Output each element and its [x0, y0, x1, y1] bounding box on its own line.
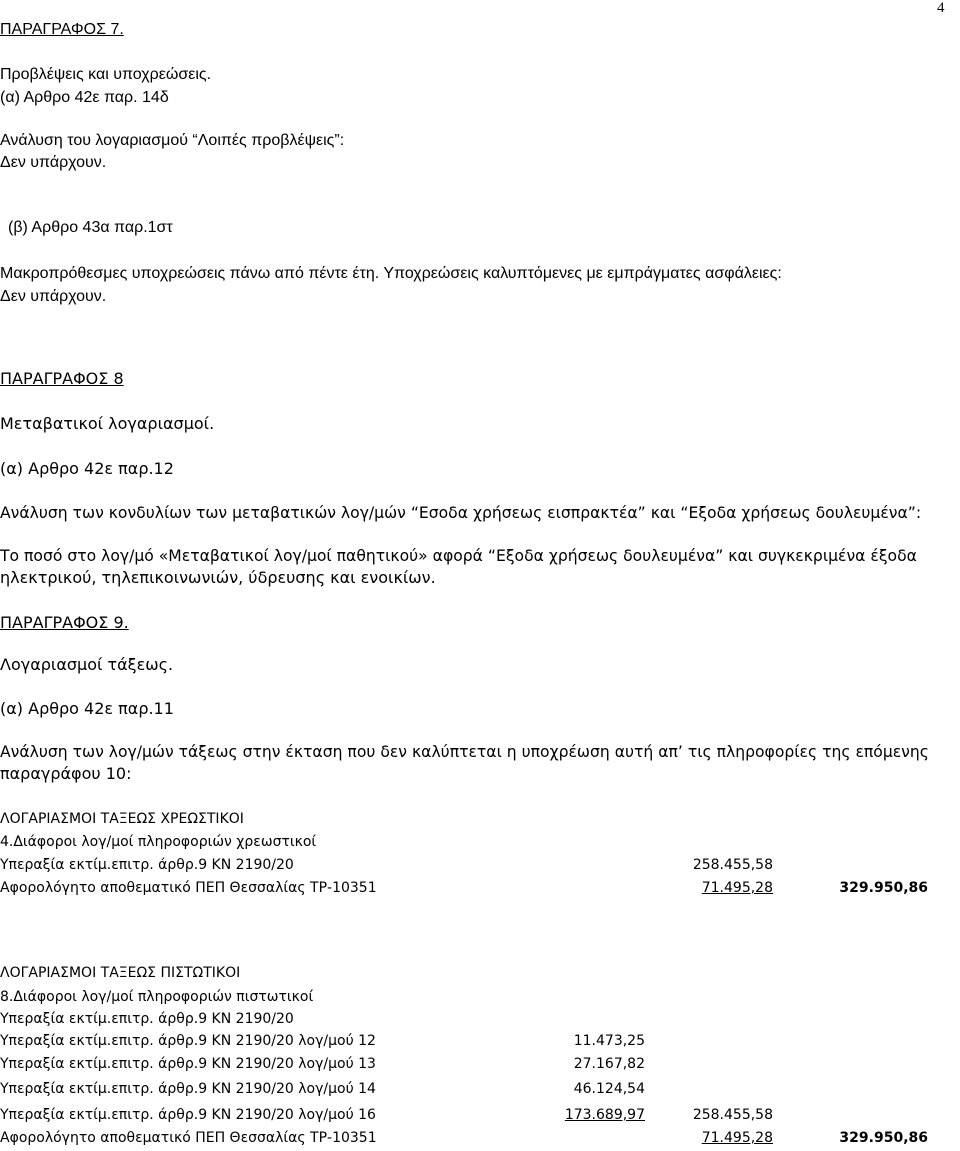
- p8-line-1: Μεταβατικοί λογαριασμοί.: [0, 414, 215, 433]
- debit-row-amount: 258.455,58: [692, 857, 773, 873]
- debit-row-amount: 71.495,28: [701, 880, 773, 896]
- credit-row-label: Υπεραξία εκτίμ.επιτρ. άρθρ.9 ΚΝ 2190/20: [0, 1011, 294, 1027]
- p8-line-4: Το ποσό στο λογ/μό «Μεταβατικοί λογ/μοί παθητικού» αφορά “Εξοδα χρήσεως δουλευμένα” και συγκεκριμένα έξοδα: [0, 547, 917, 565]
- credit-row-subamount: 173.689,97: [564, 1107, 645, 1123]
- credit-row-subamount: 46.124,54: [573, 1081, 645, 1097]
- credit-subtitle: 8.Διάφοροι λογ/μοί πληροφοριών πιστωτικοί: [0, 989, 314, 1005]
- p7-line-3: Ανάλυση του λογαριασμού “Λοιπές προβλέψεις”:: [0, 132, 345, 149]
- debit-total: 329.950,86: [839, 880, 928, 896]
- credit-row-label: Αφορολόγητο αποθεματικό ΠΕΠ Θεσσαλίας ΤΡ-10351: [0, 1130, 377, 1146]
- credit-row-subamount: 27.167,82: [573, 1056, 645, 1072]
- p9-line-2: (α) Αρθρο 42ε παρ.11: [0, 699, 174, 718]
- debit-row-label: Αφορολόγητο αποθεματικό ΠΕΠ Θεσσαλίας ΤΡ-10351: [0, 880, 377, 896]
- debit-subtitle: 4.Διάφοροι λογ/μοί πληροφοριών χρεωστικοί: [0, 834, 317, 850]
- credit-row-subamount: 11.473,25: [573, 1033, 645, 1049]
- credit-row-label: Υπεραξία εκτίμ.επιτρ. άρθρ.9 ΚΝ 2190/20 λογ/μού 13: [0, 1056, 376, 1072]
- credit-total: 329.950,86: [839, 1130, 928, 1146]
- p9-line-3: Ανάλυση των λογ/μών τάξεως στην έκταση που δεν καλύπτεται η υποχρέωση αυτή απ’ τις πληροφορίες της επόμενης: [0, 743, 929, 761]
- credit-row-amount: 258.455,58: [692, 1107, 773, 1123]
- credit-row-label: Υπεραξία εκτίμ.επιτρ. άρθρ.9 ΚΝ 2190/20 λογ/μού 14: [0, 1081, 376, 1097]
- p9-line-4: παραγράφου 10:: [0, 764, 132, 783]
- p7-line-7: Δεν υπάρχουν.: [0, 288, 107, 305]
- p7-line-1: Προβλέψεις και υποχρεώσεις.: [0, 66, 212, 83]
- credit-row-label: Υπεραξία εκτίμ.επιτρ. άρθρ.9 ΚΝ 2190/20 λογ/μού 16: [0, 1107, 376, 1123]
- p7-line-6: Μακροπρόθεσμες υποχρεώσεις πάνω από πέντε έτη. Υποχρεώσεις καλυπτόμενες με εμπράγματες ασφάλειες:: [0, 265, 782, 282]
- p7-line-5: (β) Αρθρο 43α παρ.1στ: [8, 219, 173, 236]
- p7-line-4: Δεν υπάρχουν.: [0, 154, 107, 171]
- p9-line-1: Λογαριασμοί τάξεως.: [0, 655, 174, 674]
- p8-line-3: Ανάλυση των κονδυλίων των μεταβατικών λογ/μών “Εσοδα χρήσεως εισπρακτέα” και “Εξοδα χρήσεως δουλευμένα”:: [0, 504, 922, 522]
- p8-line-2: (α) Αρθρο 42ε παρ.12: [0, 459, 174, 478]
- p8-line-5: ηλεκτρικού, τηλεπικοινωνιών, ύδρευσης και ενοικίων.: [0, 568, 436, 587]
- section-heading-8: ΠΑΡΑΓΡΑΦΟΣ 8: [0, 369, 124, 388]
- credit-title: ΛΟΓΑΡΙΑΣΜΟΙ ΤΑΞΕΩΣ ΠΙΣΤΩΤΙΚΟΙ: [0, 965, 241, 981]
- section-heading-7: ΠΑΡΑΓΡΑΦΟΣ 7.: [0, 21, 124, 38]
- page-number: 4: [937, 0, 945, 16]
- credit-row-label: Υπεραξία εκτίμ.επιτρ. άρθρ.9 ΚΝ 2190/20 λογ/μού 12: [0, 1033, 376, 1049]
- debit-title: ΛΟΓΑΡΙΑΣΜΟΙ ΤΑΞΕΩΣ ΧΡΕΩΣΤΙΚΟΙ: [0, 811, 244, 827]
- credit-row-amount: 71.495,28: [701, 1130, 773, 1146]
- debit-row-label: Υπεραξία εκτίμ.επιτρ. άρθρ.9 ΚΝ 2190/20: [0, 857, 294, 873]
- p7-line-2: (α) Αρθρο 42ε παρ. 14δ: [0, 89, 169, 106]
- section-heading-9: ΠΑΡΑΓΡΑΦΟΣ 9.: [0, 613, 129, 632]
